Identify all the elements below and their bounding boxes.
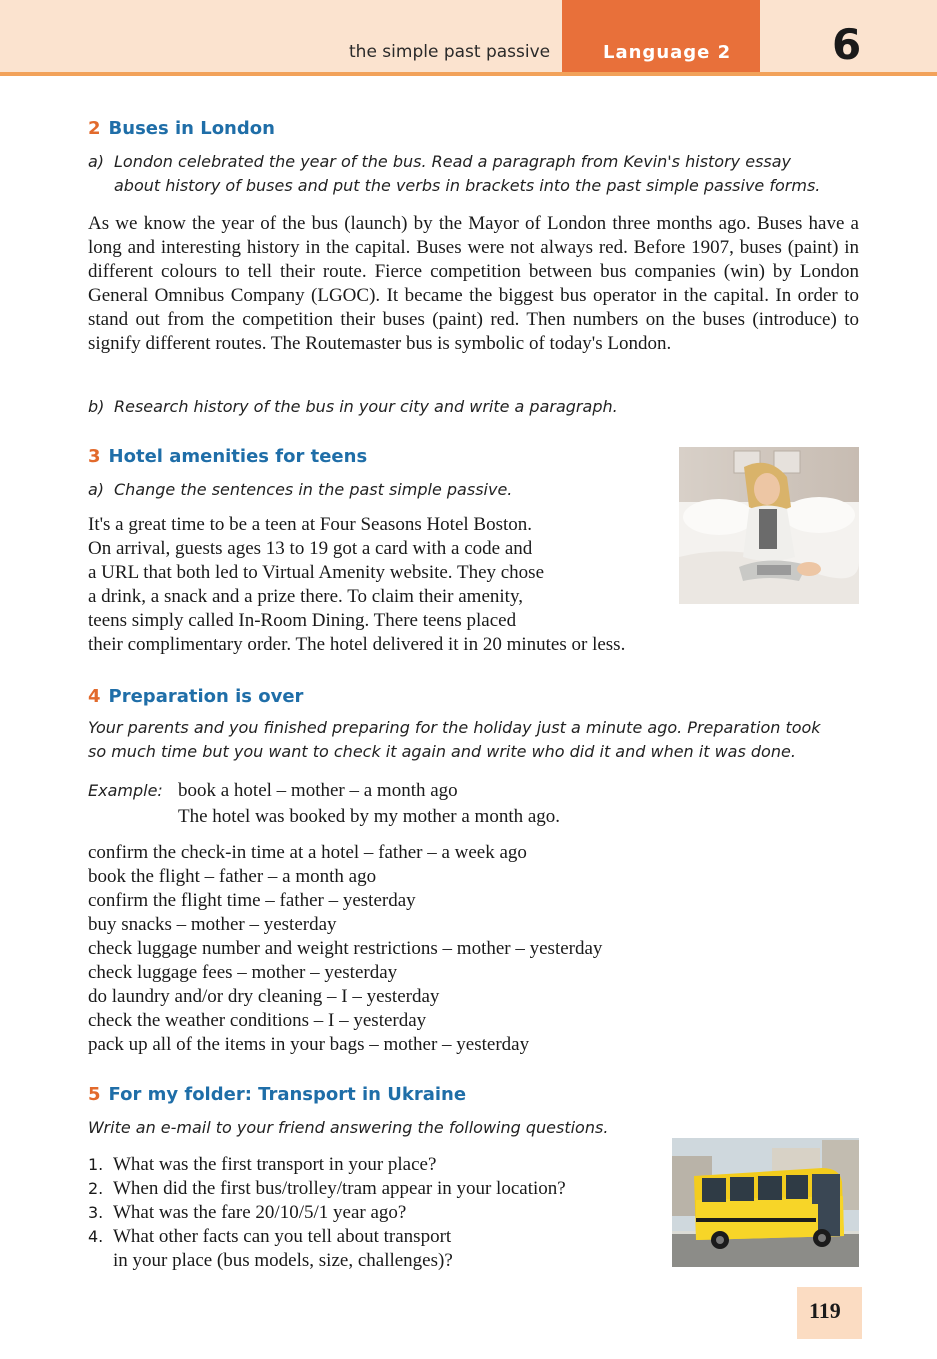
ex5-question-text: in your place (bus models, size, challenges)? [113,1250,453,1271]
ex5-number: 5 [88,1084,101,1105]
ex5-question-number: 1. [88,1155,104,1174]
ex3-line: their complimentary order. The hotel delivered it in 20 minutes or less. [88,634,626,655]
page-number: 119 [809,1298,841,1323]
bus-photo [672,1138,859,1267]
section-tab-label: Language 2 [603,42,732,63]
ex2-a-line: London celebrated the year of the bus. Read a paragraph from Kevin's history essay [114,152,792,171]
ex5-question-text: What was the first transport in your place? [113,1154,437,1175]
ex2-number: 2 [88,118,101,139]
ex2-a-label: a) [88,152,105,171]
ex4-item: do laundry and/or dry cleaning – I – yesterday [88,986,440,1007]
ex4-instruction [88,716,821,764]
ex3-heading [88,446,367,467]
ex2-heading [88,118,275,139]
ex4-number: 4 [88,686,101,707]
ex5-question [88,1201,566,1225]
ex4-item: book the flight – father – a month ago [88,866,377,887]
ex4-example-label: Example: [88,781,163,800]
ex3-line: On arrival, guests ages 13 to 19 got a card with a code and [88,538,533,559]
ex5-question-text: When did the first bus/trolley/tram appear in your location? [113,1178,566,1199]
ex4-heading [88,686,303,707]
ex3-line: a drink, a snack and a prize there. To claim their amenity, [88,586,523,607]
ex5-question-number: 4. [88,1227,104,1246]
ex4-item-list [88,841,602,1057]
ex5-instruction: Write an e-mail to your friend answering the following questions. [88,1118,609,1137]
ex5-question [88,1225,566,1249]
header-topic: the simple past passive [349,42,551,62]
ex3-line: a URL that both led to Virtual Amenity website. They chose [88,562,545,583]
ex2-a-instruction [114,150,820,198]
ex4-item: pack up all of the items in your bags – mother – yesterday [88,1034,530,1055]
ex4-example-prompt: book a hotel – mother – a month ago [178,780,458,801]
unit-number: 6 [832,20,862,69]
ex4-instruction-line: Your parents and you finished preparing for the holiday just a minute ago. Preparation took [88,718,821,737]
ex2-paragraph: As we know the year of the bus (launch) by the Mayor of London three months ago. Buses have a long and interesting history in the capital. Buses were not always red. Before 1907, buses (paint) in different colours to tell their route. Fierce competition between bus companies (win) by London General Omnibus Company (LGOC). It became the biggest bus operator in the capital. In order to stand out from the competition their buses (paint) red. Then numbers on the buses (introduce) to signify different routes. The Routemaster bus is symbolic of today's London. [88,213,859,354]
ex4-item: confirm the flight time – father – yesterday [88,890,416,911]
ex2-b-instruction: Research history of the bus in your city and write a paragraph. [114,397,618,416]
ex3-a-instruction: Change the sentences in the past simple passive. [114,480,513,499]
teen-hotel-photo [679,447,859,604]
ex3-paragraph [88,513,625,657]
ex5-question-list [88,1153,566,1273]
ex3-line: It's a great time to be a teen at Four Seasons Hotel Boston. [88,514,533,535]
ex4-item: check luggage number and weight restrictions – mother – yesterday [88,938,603,959]
ex2-a-line: about history of buses and put the verbs in brackets into the past simple passive forms. [114,176,821,195]
ex5-question-number: 2. [88,1179,104,1198]
ex5-title: For my folder: Transport in Ukraine [108,1084,467,1105]
ex5-question-number: 3. [88,1203,104,1222]
header-rule [0,72,937,76]
ex2-b-label: b) [88,397,105,416]
ex4-item: check luggage fees – mother – yesterday [88,962,398,983]
ex5-question-text: What other facts can you tell about transport [113,1226,452,1247]
ex5-question-continuation [88,1249,566,1273]
ex5-question-text: What was the fare 20/10/5/1 year ago? [113,1202,407,1223]
ex3-number: 3 [88,446,101,467]
ex4-title: Preparation is over [108,686,304,707]
ex3-a-label: a) [88,480,105,499]
ex3-title: Hotel amenities for teens [108,446,368,467]
ex3-line: teens simply called In-Room Dining. There teens placed [88,610,517,631]
ex5-question [88,1153,566,1177]
ex5-heading [88,1084,466,1105]
ex4-item: buy snacks – mother – yesterday [88,914,337,935]
ex2-title: Buses in London [108,118,275,139]
ex5-question [88,1177,566,1201]
ex4-item: confirm the check-in time at a hotel – father – a week ago [88,842,527,863]
ex4-item: check the weather conditions – I – yesterday [88,1010,427,1031]
ex4-instruction-line: so much time but you want to check it again and write who did it and when it was done. [88,742,796,761]
ex4-example-answer: The hotel was booked by my mother a month ago. [178,806,561,827]
